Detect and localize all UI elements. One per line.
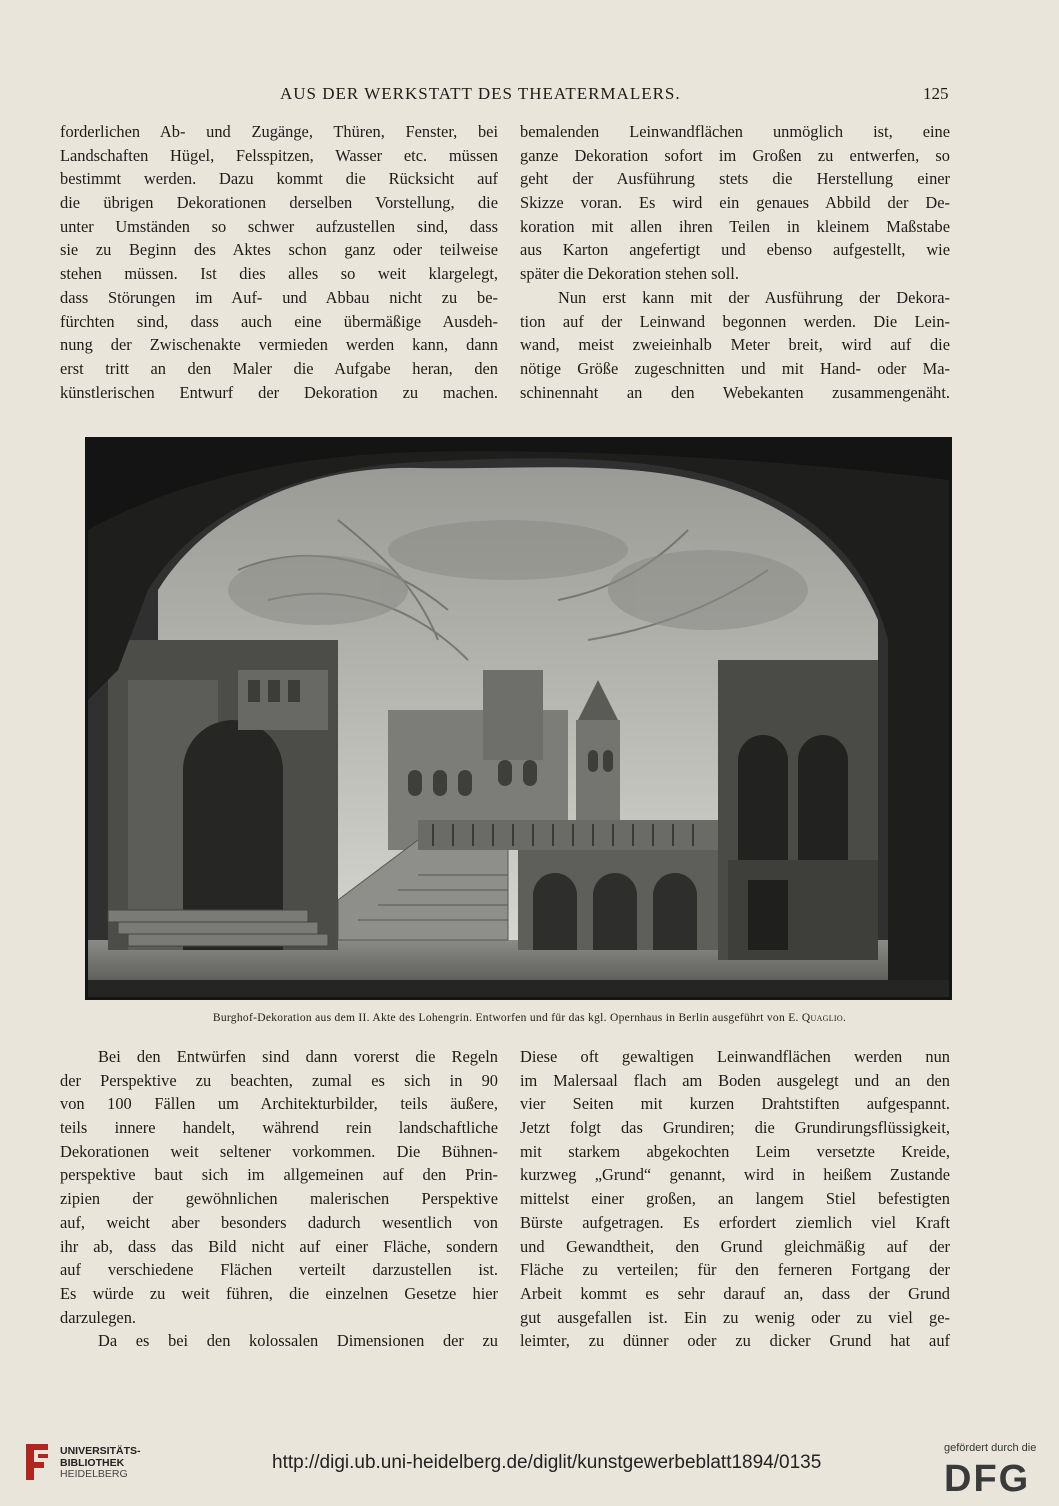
- text-line: Bürste aufgetragen. Es erfordert ziemlich viel Kraft: [520, 1212, 950, 1232]
- text-line: mit starkem abgekochten Leim versetzte Kreide,: [520, 1141, 950, 1161]
- text-line: Bei den Entwürfen sind dann vorerst die Regeln: [98, 1047, 498, 1066]
- text-line: der Perspektive zu beachten, zumal es sich in 90: [60, 1070, 498, 1090]
- text-line: perspektive baut sich im allgemeinen auf den Prin-: [60, 1165, 498, 1185]
- text-line: stehen müssen. Ist dies alles so weit klargelegt,: [60, 264, 498, 284]
- text-line: fürchten sind, dass auch eine übermäßige Ausdeh-: [60, 311, 498, 331]
- text-line: unter Umständen so schwer aufzustellen sind, dass: [60, 216, 498, 236]
- castle-courtyard-engraving: [88, 440, 949, 997]
- text-line: Diese oft gewaltigen Leinwandflächen werden nun: [520, 1047, 950, 1066]
- text-line: später die Dekoration stehen soll.: [520, 264, 739, 284]
- university-library-logo-icon: [22, 1440, 52, 1484]
- text-line: gut ausgefallen ist. Ein zu wenig oder zu viel ge-: [520, 1307, 950, 1327]
- funded-by-label: gefördert durch die: [944, 1442, 1037, 1454]
- text-line: dass Störungen im Auf- und Abbau nicht zu be-: [60, 287, 498, 307]
- text-line: darzulegen.: [60, 1307, 136, 1327]
- text-line: Landschaften Hügel, Felsspitzen, Wasser etc. müssen: [60, 145, 498, 165]
- text-column-bottom-right: [520, 1045, 950, 1353]
- text-line: Nun erst kann mit der Ausführung der Dekora-: [558, 287, 950, 307]
- text-line: Fläche zu verteilen; für den ferneren Fortgang der: [520, 1260, 950, 1280]
- library-name: [60, 1446, 141, 1481]
- running-head: [0, 84, 1059, 110]
- text-line: schinennaht an den Webekanten zusammengenäht.: [520, 382, 950, 402]
- text-column-bottom-left: [60, 1045, 498, 1353]
- text-line: zipien der gewöhnlichen malerischen Perspektive: [60, 1189, 498, 1209]
- text-line: aus Karton angefertigt und ebenso aufgestellt, wie: [520, 240, 950, 260]
- library-name-line: HEIDELBERG: [60, 1468, 128, 1480]
- text-line: Arbeit kommt es sehr darauf an, dass der Grund: [520, 1283, 950, 1303]
- text-line: geht der Ausführung stets die Herstellung einer: [520, 169, 950, 189]
- text-line: sie zu Beginn des Aktes schon ganz oder teilweise: [60, 240, 498, 260]
- running-title: AUS DER WERKSTATT DES THEATERMALERS.: [280, 84, 681, 103]
- text-line: Es würde zu weit führen, die einzelnen Gesetze hier: [60, 1283, 498, 1303]
- text-line: auf verschiedene Flächen verteilt darzustellen ist.: [60, 1260, 498, 1280]
- text-line: tion auf der Leinwand begonnen werden. Die Lein-: [520, 311, 950, 331]
- digitization-footer: [0, 1432, 1059, 1506]
- text-line: erst tritt an den Maler die Aufgabe heran, den: [60, 358, 498, 378]
- text-column-top-left: [60, 120, 498, 404]
- text-line: Skizze voran. Es wird ein genaues Abbild der De-: [520, 193, 950, 213]
- library-name-line: UNIVERSITÄTS-: [60, 1445, 141, 1457]
- text-line: koration mit allen ihren Teilen in kleinem Maßstabe: [520, 216, 950, 236]
- dfg-logo: DFG: [944, 1458, 1031, 1500]
- text-line: im Malersaal flach am Boden ausgelegt und an den: [520, 1070, 950, 1090]
- text-line: forderlichen Ab- und Zugänge, Thüren, Fenster, bei: [60, 122, 498, 141]
- caption-artist-name: Quaglio.: [801, 1012, 847, 1024]
- text-line: bestimmt werden. Dazu kommt die Rücksicht auf: [60, 169, 498, 189]
- text-line: auf, weicht aber besonders dadurch wesentlich von: [60, 1212, 498, 1232]
- library-name-line: BIBLIOTHEK: [60, 1456, 125, 1469]
- page-number: 125: [923, 84, 949, 103]
- text-line: teils innere handelt, während rein landschaftliche: [60, 1118, 498, 1138]
- text-line: mittelst einer großen, an langem Stiel befestigten: [520, 1189, 950, 1209]
- text-line: vier Seiten mit kurzen Drahtstiften aufgespannt.: [520, 1094, 950, 1114]
- text-line: ganze Dekoration sofort im Großen zu entwerfen, so: [520, 145, 950, 165]
- text-line: und Gewandtheit, den Grund gleichmäßig auf der: [520, 1236, 950, 1256]
- text-line: leimter, zu dünner oder zu dicker Grund hat auf: [520, 1331, 950, 1351]
- figure-caption: [0, 1012, 1059, 1024]
- text-line: nötige Größe zugeschnitten und mit Hand- oder Ma-: [520, 358, 950, 378]
- caption-text: Burghof-Dekoration aus dem II. Akte des Lohengrin. Entworfen und für das kgl. Opernhaus in Berlin ausgeführt von E.: [212, 1012, 802, 1024]
- text-line: die übrigen Dekorationen derselben Vorstellung, die: [60, 193, 498, 213]
- text-line: Da es bei den kolossalen Dimensionen der zu: [98, 1331, 498, 1351]
- text-line: Dekorationen weit seltener vorkommen. Die Bühnen-: [60, 1141, 498, 1161]
- text-line: ihr ab, dass das Bild nicht auf einer Fläche, sondern: [60, 1236, 498, 1256]
- text-column-top-right: [520, 120, 950, 404]
- text-line: nung der Zwischenakte vermieden werden kann, dann: [60, 335, 498, 355]
- text-line: kurzweg „Grund“ genannt, wird in heißem Zustande: [520, 1165, 950, 1185]
- text-line: bemalenden Leinwandflächen unmöglich ist, eine: [520, 122, 950, 141]
- source-url[interactable]: http://digi.ub.uni-heidelberg.de/diglit/kunstgewerbeblatt1894/0135: [272, 1452, 822, 1473]
- text-line: Jetzt folgt das Grundiren; die Grundirungsflüssigkeit,: [520, 1118, 950, 1138]
- text-line: künstlerischen Entwurf der Dekoration zu machen.: [60, 382, 498, 402]
- text-line: von 100 Fällen um Architekturbilder, teils äußere,: [60, 1094, 498, 1114]
- text-line: wand, meist zweieinhalb Meter breit, wird auf die: [520, 335, 950, 355]
- stage-design-illustration: [85, 437, 952, 1000]
